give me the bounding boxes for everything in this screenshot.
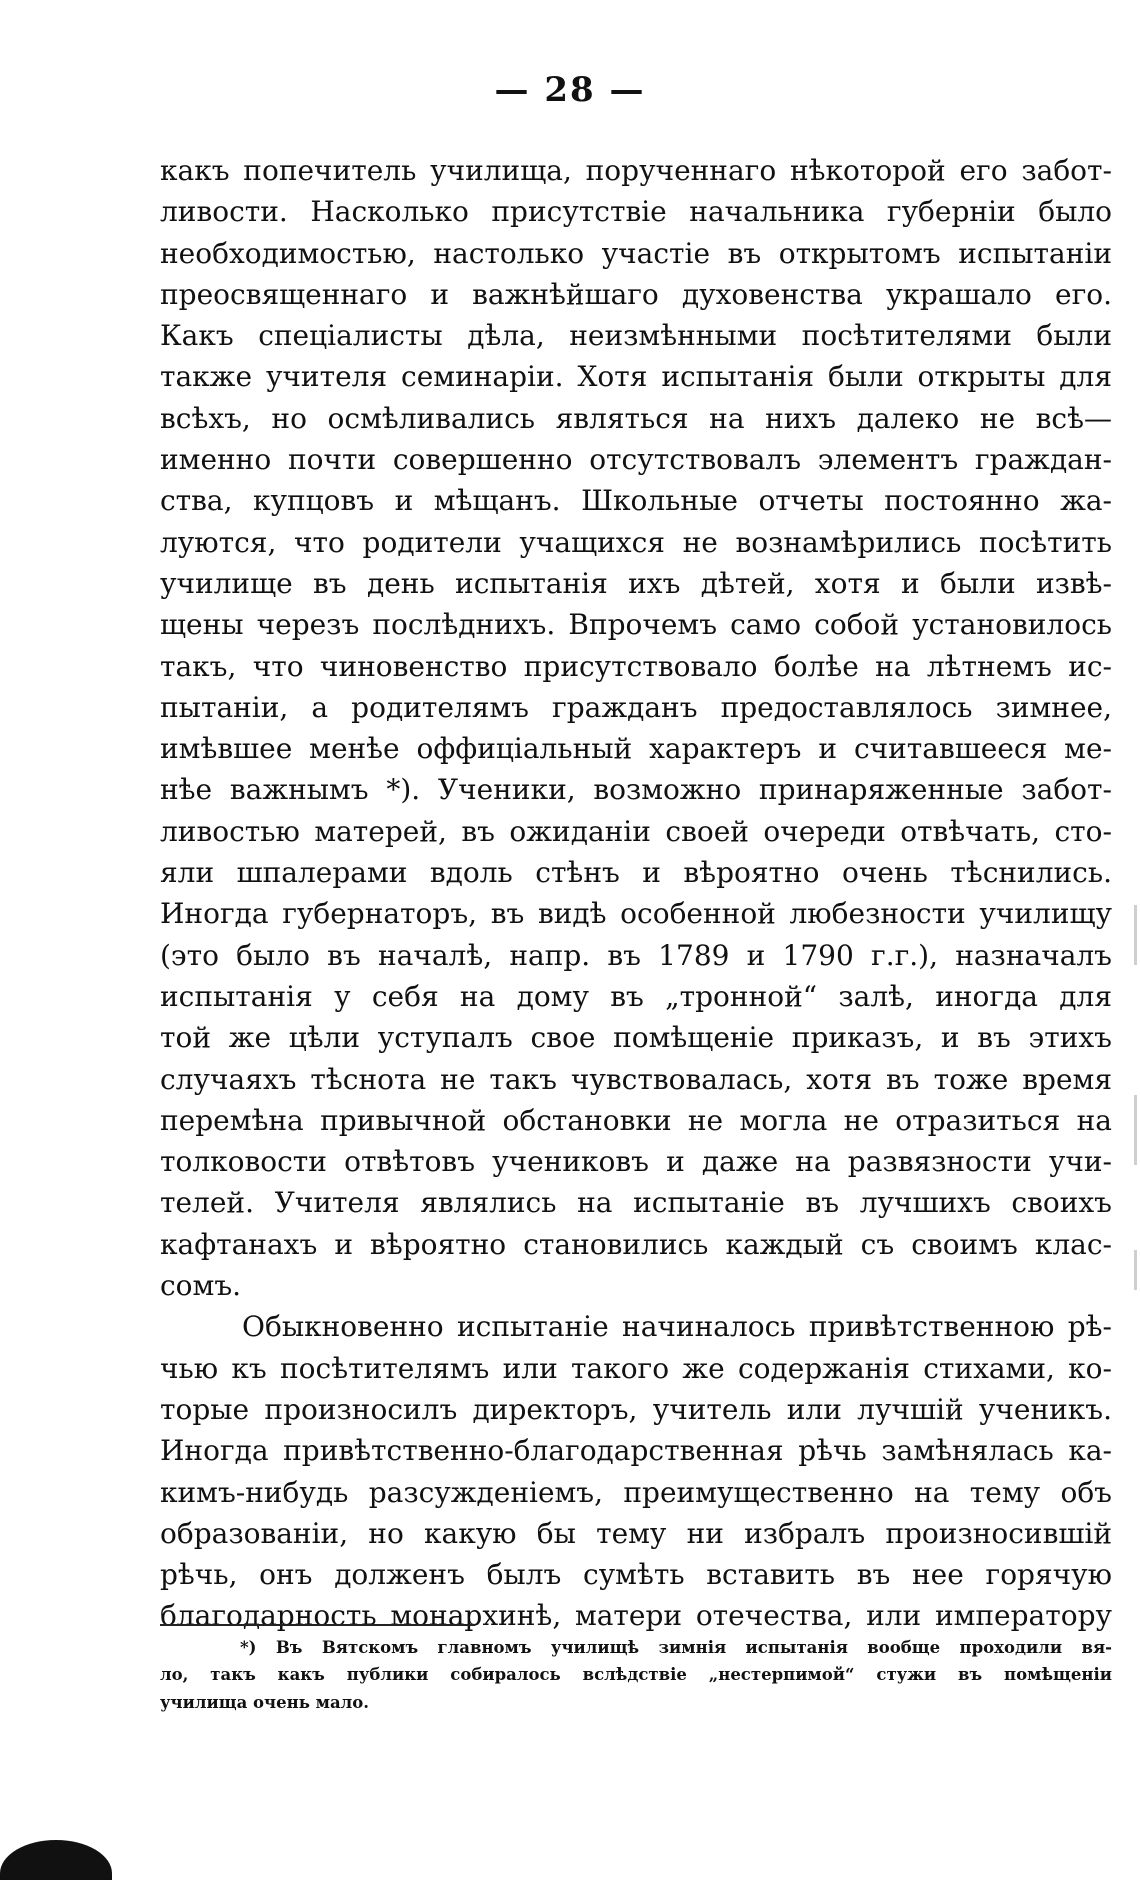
text-line: телей. Учителя являлись на испытаніе въ лучшихъ своихъ bbox=[160, 1186, 1112, 1220]
text-line: благодарность монархинѣ, матери отечества, или императору bbox=[160, 1599, 1112, 1633]
text-line: Иногда губернаторъ, въ видѣ особенной любезности училищу bbox=[160, 897, 1112, 931]
text-line: именно почти совершенно отсутствовалъ элементъ граждан- bbox=[160, 443, 1112, 477]
text-line: какъ попечитель училища, порученнаго нѣкоторой его забот- bbox=[160, 154, 1112, 187]
margin-mark bbox=[1134, 1250, 1137, 1290]
text-line: случаяхъ тѣснота не такъ чувствовалась, хотя въ тоже время bbox=[160, 1062, 1112, 1096]
text-line: такъ, что чиновенство присутствовало болѣе на лѣтнемъ ис- bbox=[160, 649, 1112, 683]
text-line: ливостью матерей, въ ожиданіи своей очереди отвѣчать, сто- bbox=[160, 814, 1112, 848]
text-line: преосвященнаго и важнѣйшаго духовенства украшало его. bbox=[160, 277, 1112, 311]
text-line: образованіи, но какую бы тему ни избралъ произносившій bbox=[160, 1516, 1112, 1550]
text-line: необходимостью, настолько участіе въ открытомъ испытаніи bbox=[160, 236, 1112, 270]
text-line: торые произносилъ директоръ, учитель или лучшій ученикъ. bbox=[160, 1392, 1112, 1426]
text-line: той же цѣли уступалъ свое помѣщеніе приказъ, и въ этихъ bbox=[160, 1021, 1112, 1055]
margin-mark bbox=[1134, 1095, 1137, 1165]
margin-mark bbox=[1134, 905, 1137, 965]
scan-thumb-shadow bbox=[0, 1840, 112, 1880]
text-line: Какъ спеціалисты дѣла, неизмѣнными посѣтителями были bbox=[160, 319, 1112, 353]
footnote bbox=[160, 1634, 1112, 1716]
text-line: чью къ посѣтителямъ или такого же содержанія стихами, ко- bbox=[160, 1351, 1112, 1385]
text-line: луются, что родители учащихся не вознамѣрились посѣтить bbox=[160, 525, 1112, 559]
footnote-line: *) Въ Вятскомъ главномъ училищѣ зимнія испытанія вообще проходили вя- bbox=[240, 1638, 1112, 1657]
text-line: щены черезъ послѣднихъ. Впрочемъ само собой установилось bbox=[160, 608, 1112, 642]
footnote-line: ло, такъ какъ публики собиралось вслѣдствіе „нестерпимой“ стужи въ помѣщеніи bbox=[160, 1665, 1112, 1685]
text-line: испытанія у себя на дому въ „тронной“ залѣ, иногда для bbox=[160, 979, 1112, 1013]
text-line: Иногда привѣтственно-благодарственная рѣчь замѣнялась ка- bbox=[160, 1434, 1112, 1468]
text-line: нѣе важнымъ *). Ученики, возможно принаряженные забот- bbox=[160, 773, 1112, 807]
footnote-divider bbox=[160, 1624, 475, 1626]
body-text bbox=[160, 150, 1112, 1637]
footnote-line: училища очень мало. bbox=[160, 1692, 370, 1712]
paragraph-start-line: Обыкновенно испытаніе начиналось привѣтственною рѣ- bbox=[242, 1310, 1112, 1344]
text-line: пытаніи, а родителямъ гражданъ предоставлялось зимнее, bbox=[160, 690, 1112, 724]
text-line: также учителя семинаріи. Хотя испытанія были открыты для bbox=[160, 360, 1112, 394]
text-line: (это было въ началѣ, напр. въ 1789 и 1790 г.г.), назначалъ bbox=[160, 938, 1112, 972]
text-line: кафтанахъ и вѣроятно становились каждый съ своимъ клас- bbox=[160, 1227, 1112, 1261]
text-line: училище въ день испытанія ихъ дѣтей, хотя и были извѣ- bbox=[160, 566, 1112, 600]
text-line: кимъ-нибудь разсужденіемъ, преимущественно на тему объ bbox=[160, 1475, 1112, 1509]
text-line: рѣчь, онъ долженъ былъ сумѣть вставить въ нее горячую bbox=[160, 1558, 1112, 1592]
text-line: яли шпалерами вдоль стѣнъ и вѣроятно очень тѣснились. bbox=[160, 856, 1112, 890]
text-line: ства, купцовъ и мѣщанъ. Школьные отчеты постоянно жа- bbox=[160, 484, 1112, 518]
text-line: толковости отвѣтовъ учениковъ и даже на развязности учи- bbox=[160, 1145, 1112, 1179]
text-line: перемѣна привычной обстановки не могла не отразиться на bbox=[160, 1103, 1112, 1137]
text-line: всѣхъ, но осмѣливались являться на нихъ далеко не всѣ— bbox=[160, 401, 1112, 435]
text-line: ливости. Насколько присутствіе начальника губерніи было bbox=[160, 195, 1112, 229]
text-line: сомъ. bbox=[160, 1269, 242, 1303]
page-number: — 28 — bbox=[494, 70, 646, 110]
text-line: имѣвшее менѣе оффиціальный характеръ и считавшееся ме- bbox=[160, 732, 1112, 766]
